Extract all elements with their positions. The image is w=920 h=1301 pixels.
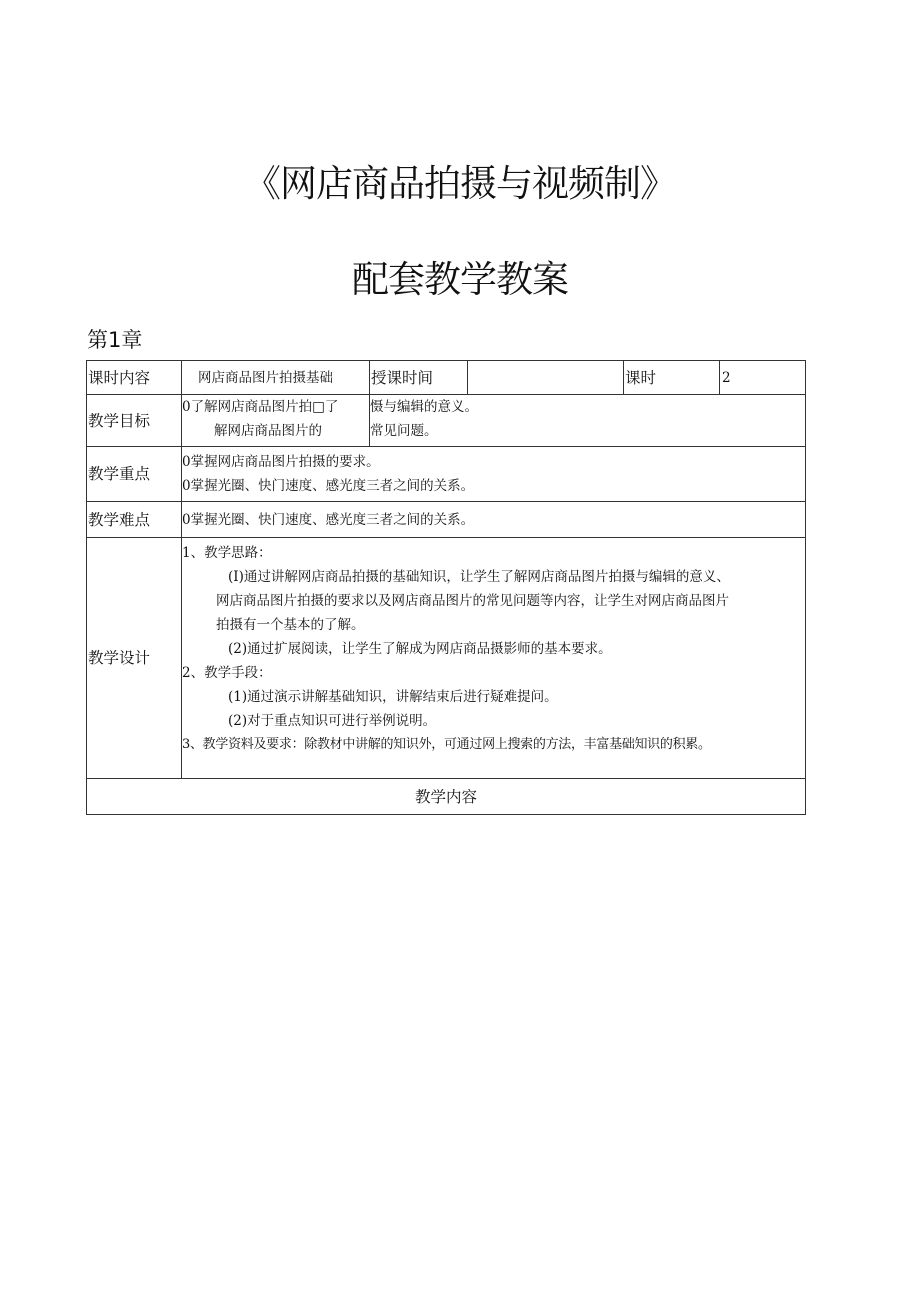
chapter-heading: 第1章 (87, 328, 143, 352)
design-line-1: 1、教学思路： (182, 545, 272, 561)
lesson-plan-table (86, 360, 806, 815)
teaching-content-heading: 教学内容 (87, 779, 806, 815)
key-points-cell (182, 447, 806, 502)
goals-right-line-1: 慑与编辑的意义。 (370, 399, 478, 415)
table-row (87, 395, 806, 447)
class-hours-label: 课时 (624, 361, 720, 395)
design-line-8: (2)对于重点知识可进行举例说明。 (228, 713, 437, 729)
goals-right-line-2: 常见问题。 (370, 423, 438, 439)
goals-left-line-1: 0了解网店商品图片拍□了 (182, 399, 339, 415)
design-line-6: 2、教学手段： (182, 665, 272, 681)
design-line-5: (2)通过扩展阅读，让学生了解成为网店商品摄影师的基本要求。 (228, 641, 612, 657)
table-row (87, 502, 806, 538)
table-row (87, 447, 806, 502)
goals-left-cell (182, 395, 370, 447)
class-hours-value: 2 (720, 361, 806, 395)
table-row (87, 779, 806, 815)
lesson-content-value: 网店商品图片拍摄基础 (182, 361, 370, 395)
teaching-time-value (468, 361, 624, 395)
document-subtitle: 配套教学教案 (352, 258, 568, 301)
design-line-7: (1)通过演示讲解基础知识，讲解结束后进行疑难提问。 (228, 689, 558, 705)
goals-left-line-2: 解网店商品图片的 (214, 423, 322, 439)
difficult-points-label: 教学难点 (87, 502, 182, 538)
design-line-3: 网店商品图片拍摄的要求以及网店商品图片的常见问题等内容，让学生对网店商品图片 (216, 593, 729, 609)
design-cell (182, 538, 806, 779)
design-line-2: (I)通过讲解网店商品拍摄的基础知识，让学生了解网店商品图片拍摄与编辑的意义、 (228, 569, 730, 585)
design-line-4: 拍摄有一个基本的了解。 (216, 617, 365, 633)
lesson-content-label: 课时内容 (87, 361, 182, 395)
difficult-points-cell (182, 502, 806, 538)
design-line-9: 3、教学资料及要求：除教材中讲解的知识外，可通过网上搜索的方法，丰富基础知识的积累。 (182, 737, 711, 752)
goals-label: 教学目标 (87, 395, 182, 447)
teaching-time-label: 授课时间 (370, 361, 468, 395)
key-points-label: 教学重点 (87, 447, 182, 502)
goals-right-cell (370, 395, 806, 447)
key-point-line-1: 0掌握网店商品图片拍摄的要求。 (182, 454, 380, 470)
table-row (87, 538, 806, 779)
key-point-line-2: 0掌握光圈、快门速度、感光度三者之间的关系。 (182, 478, 475, 494)
document-title: 《网店商品拍摄与视频制》 (244, 162, 676, 205)
design-label: 教学设计 (87, 538, 182, 779)
table-row (87, 361, 806, 395)
difficult-point-line-1: 0掌握光圈、快门速度、感光度三者之间的关系。 (182, 511, 475, 528)
